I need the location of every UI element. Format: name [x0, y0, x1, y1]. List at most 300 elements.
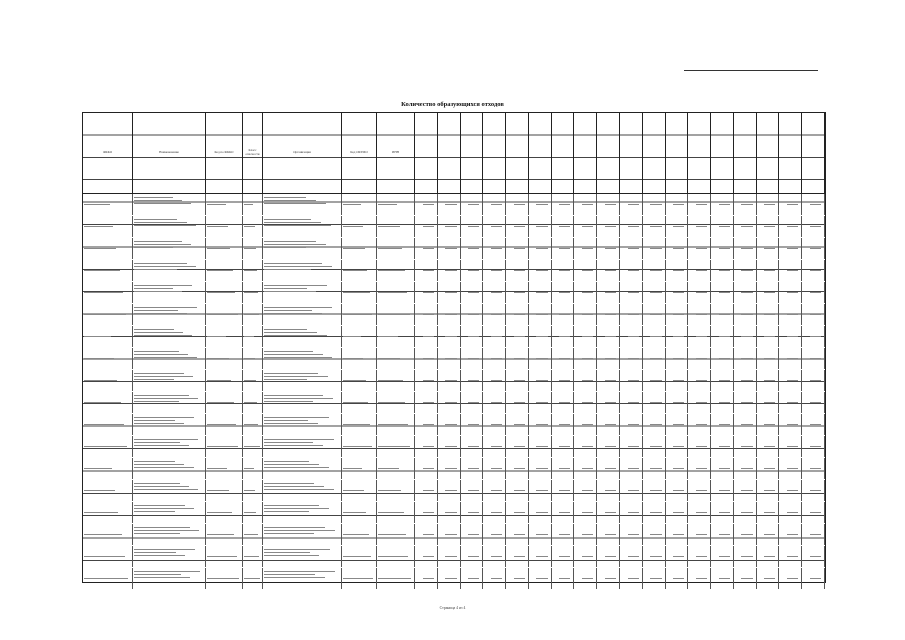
illegible-number — [628, 490, 639, 491]
illegible-number — [536, 380, 547, 381]
table-cell-name — [133, 458, 206, 479]
illegible-number — [764, 358, 775, 359]
table-cell-num — [779, 238, 802, 259]
illegible-number — [696, 446, 707, 447]
illegible-number — [605, 204, 616, 205]
illegible-number — [741, 402, 752, 403]
table-cell-num — [506, 304, 529, 325]
illegible-number — [514, 248, 525, 249]
table-cell-num — [620, 348, 643, 369]
illegible-number — [673, 270, 684, 271]
table-cell-num — [438, 414, 461, 435]
illegible-text — [207, 380, 231, 381]
table-cell-hazard — [243, 524, 263, 545]
table-cell-num — [552, 238, 575, 259]
illegible-number — [491, 578, 502, 579]
illegible-text — [378, 292, 407, 293]
illegible-number — [650, 578, 661, 579]
table-cell-num — [620, 414, 643, 435]
table-cell-num — [483, 348, 506, 369]
illegible-number — [787, 556, 798, 557]
table-cell-num — [688, 238, 711, 259]
table-cell-num — [552, 480, 575, 501]
table-cell-num — [643, 348, 666, 369]
table-cell-num — [734, 546, 757, 567]
illegible-text — [378, 424, 408, 425]
illegible-number — [719, 336, 730, 337]
illegible-number — [468, 270, 479, 271]
illegible-text — [84, 358, 114, 359]
column-header-num-15 — [734, 113, 757, 193]
illegible-number — [445, 490, 456, 491]
illegible-text — [134, 401, 179, 402]
table-cell-num — [461, 194, 484, 215]
illegible-text — [207, 490, 229, 491]
illegible-text — [134, 291, 182, 292]
table-cell-inn — [377, 524, 415, 545]
illegible-number — [559, 292, 570, 293]
table-cell-num — [574, 304, 597, 325]
table-cell-num — [438, 260, 461, 281]
illegible-number — [423, 468, 434, 469]
illegible-text — [264, 527, 325, 528]
illegible-number — [536, 292, 547, 293]
table-cell-hazard — [243, 392, 263, 413]
illegible-number — [673, 292, 684, 293]
table-cell-fkko — [83, 568, 133, 589]
illegible-number — [536, 578, 547, 579]
illegible-number — [673, 226, 684, 227]
table-cell-num — [688, 348, 711, 369]
illegible-number — [605, 336, 616, 337]
illegible-number — [445, 578, 456, 579]
illegible-text — [264, 489, 334, 490]
illegible-number — [628, 336, 639, 337]
illegible-text — [264, 244, 326, 245]
table-cell-num — [711, 568, 734, 589]
table-cell-oktmo — [342, 436, 377, 457]
illegible-number — [628, 446, 639, 447]
illegible-number — [787, 314, 798, 315]
illegible-number — [536, 512, 547, 513]
table-cell-class — [206, 392, 243, 413]
illegible-number — [514, 358, 525, 359]
table-cell-num — [711, 546, 734, 567]
illegible-number — [764, 226, 775, 227]
illegible-number — [764, 512, 775, 513]
illegible-text — [264, 398, 333, 399]
illegible-number — [514, 512, 525, 513]
table-cell-num — [802, 348, 825, 369]
illegible-number — [628, 226, 639, 227]
table-cell-num — [757, 546, 780, 567]
table-cell-fkko — [83, 216, 133, 237]
illegible-number — [582, 424, 593, 425]
table-cell-num — [620, 304, 643, 325]
illegible-number — [514, 490, 525, 491]
table-cell-num — [415, 568, 438, 589]
table-cell-name — [133, 282, 206, 303]
table-cell-num — [643, 502, 666, 523]
table-cell-num — [802, 260, 825, 281]
illegible-text — [264, 483, 314, 484]
table-cell-hazard — [243, 414, 263, 435]
table-cell-num — [506, 238, 529, 259]
table-cell-num — [415, 392, 438, 413]
column-header-num-16 — [757, 113, 780, 193]
table-cell-num — [483, 282, 506, 303]
illegible-number — [582, 270, 593, 271]
table-cell-num — [438, 216, 461, 237]
table-cell-num — [438, 304, 461, 325]
table-cell-num — [552, 458, 575, 479]
column-header-label: Класс опасности — [245, 148, 260, 156]
table-cell-num — [415, 260, 438, 281]
table-cell-num — [620, 392, 643, 413]
table-cell-num — [734, 524, 757, 545]
table-cell-inn — [377, 436, 415, 457]
illegible-number — [559, 270, 570, 271]
table-cell-num — [666, 458, 689, 479]
illegible-text — [244, 446, 260, 447]
table-cell-num — [643, 436, 666, 457]
column-header-hazard — [243, 113, 263, 193]
illegible-number — [810, 512, 821, 513]
illegible-number — [628, 534, 639, 535]
illegible-number — [445, 424, 456, 425]
table-cell-num — [757, 392, 780, 413]
table-cell-org — [263, 260, 342, 281]
illegible-number — [445, 270, 456, 271]
illegible-text — [134, 379, 174, 380]
illegible-number — [764, 424, 775, 425]
illegible-text — [264, 417, 329, 418]
table-cell-name — [133, 370, 206, 391]
table-row — [83, 216, 825, 237]
table-cell-num — [483, 524, 506, 545]
illegible-number — [741, 292, 752, 293]
illegible-number — [628, 578, 639, 579]
column-header-num-18 — [802, 113, 825, 193]
illegible-number — [559, 556, 570, 557]
table-cell-fkko — [83, 392, 133, 413]
table-cell-num — [711, 502, 734, 523]
illegible-number — [741, 490, 752, 491]
table-row — [83, 436, 825, 457]
table-cell-num — [438, 238, 461, 259]
illegible-number — [741, 248, 752, 249]
table-cell-num — [802, 238, 825, 259]
table-cell-hazard — [243, 260, 263, 281]
table-cell-num — [597, 546, 620, 567]
table-row — [83, 348, 825, 369]
illegible-text — [343, 270, 367, 271]
illegible-number — [719, 556, 730, 557]
table-cell-hazard — [243, 238, 263, 259]
illegible-number — [423, 556, 434, 557]
table-cell-name — [133, 326, 206, 347]
table-cell-num — [802, 194, 825, 215]
illegible-number — [582, 534, 593, 535]
table-cell-oktmo — [342, 568, 377, 589]
illegible-number — [491, 336, 502, 337]
table-cell-inn — [377, 326, 415, 347]
table-cell-num — [711, 216, 734, 237]
table-cell-num — [688, 326, 711, 347]
table-cell-num — [666, 238, 689, 259]
illegible-number — [673, 402, 684, 403]
table-cell-num — [506, 524, 529, 545]
illegible-number — [719, 402, 730, 403]
illegible-number — [673, 578, 684, 579]
table-cell-num — [483, 370, 506, 391]
table-cell-num — [529, 436, 552, 457]
table-cell-num — [506, 568, 529, 589]
table-cell-num — [802, 436, 825, 457]
illegible-number — [468, 358, 479, 359]
illegible-text — [264, 508, 329, 509]
table-cell-class — [206, 568, 243, 589]
table-cell-num — [620, 524, 643, 545]
illegible-number — [696, 314, 707, 315]
illegible-number — [582, 226, 593, 227]
table-cell-org — [263, 502, 342, 523]
illegible-text — [134, 420, 175, 421]
illegible-text — [84, 380, 117, 381]
illegible-number — [423, 248, 434, 249]
illegible-number — [696, 512, 707, 513]
table-cell-fkko — [83, 238, 133, 259]
table-cell-num — [779, 502, 802, 523]
table-cell-num — [415, 414, 438, 435]
illegible-number — [445, 336, 456, 337]
illegible-number — [673, 512, 684, 513]
illegible-text — [264, 335, 327, 336]
table-cell-oktmo — [342, 370, 377, 391]
table-cell-num — [711, 282, 734, 303]
illegible-text — [264, 439, 334, 440]
table-cell-class — [206, 370, 243, 391]
illegible-number — [787, 358, 798, 359]
table-cell-num — [415, 502, 438, 523]
table-cell-num — [597, 436, 620, 457]
illegible-text — [134, 398, 198, 399]
table-cell-fkko — [83, 260, 133, 281]
table-row — [83, 238, 825, 259]
table-cell-num — [620, 238, 643, 259]
illegible-number — [491, 226, 502, 227]
illegible-text — [378, 490, 401, 491]
table-row — [83, 194, 825, 215]
illegible-number — [423, 226, 434, 227]
illegible-number — [787, 468, 798, 469]
page-number: Страница 4 из 4 — [439, 606, 466, 610]
illegible-number — [582, 556, 593, 557]
table-cell-num — [483, 326, 506, 347]
table-cell-num — [802, 304, 825, 325]
illegible-text — [134, 445, 189, 446]
illegible-text — [84, 446, 127, 447]
table-cell-num — [597, 392, 620, 413]
illegible-number — [628, 556, 639, 557]
illegible-number — [514, 380, 525, 381]
illegible-number — [719, 468, 730, 469]
table-cell-num — [461, 392, 484, 413]
table-cell-class — [206, 326, 243, 347]
illegible-text — [134, 219, 177, 220]
table-cell-num — [711, 370, 734, 391]
column-header-label: ИНН — [392, 150, 399, 155]
illegible-number — [559, 534, 570, 535]
illegible-text — [134, 508, 194, 509]
illegible-number — [650, 380, 661, 381]
table-cell-num — [597, 238, 620, 259]
illegible-text — [84, 578, 128, 579]
table-cell-num — [620, 194, 643, 215]
illegible-number — [514, 314, 525, 315]
illegible-number — [741, 468, 752, 469]
illegible-text — [264, 288, 307, 289]
table-cell-num — [574, 326, 597, 347]
illegible-number — [605, 490, 616, 491]
illegible-number — [605, 556, 616, 557]
illegible-text — [264, 464, 319, 465]
illegible-number — [514, 402, 525, 403]
table-cell-inn — [377, 348, 415, 369]
table-cell-num — [757, 348, 780, 369]
table-row — [83, 480, 825, 501]
table-cell-oktmo — [342, 458, 377, 479]
table-cell-num — [438, 326, 461, 347]
illegible-number — [491, 534, 502, 535]
illegible-number — [605, 424, 616, 425]
table-cell-num — [779, 414, 802, 435]
illegible-text — [134, 285, 192, 286]
illegible-number — [764, 336, 775, 337]
column-header-fkko — [83, 113, 133, 193]
table-cell-fkko — [83, 502, 133, 523]
illegible-text — [134, 439, 198, 440]
table-cell-num — [552, 194, 575, 215]
illegible-number — [810, 490, 821, 491]
table-cell-num — [483, 392, 506, 413]
illegible-text — [84, 336, 111, 337]
table-cell-num — [597, 568, 620, 589]
table-row — [83, 370, 825, 391]
illegible-text — [84, 490, 115, 491]
illegible-text — [84, 292, 123, 293]
table-cell-num — [529, 304, 552, 325]
column-header-num-9 — [597, 113, 620, 193]
illegible-number — [673, 556, 684, 557]
table-cell-num — [574, 194, 597, 215]
table-cell-hazard — [243, 546, 263, 567]
table-cell-num — [574, 216, 597, 237]
illegible-number — [673, 336, 684, 337]
illegible-text — [134, 527, 190, 528]
table-cell-inn — [377, 282, 415, 303]
table-cell-num — [574, 282, 597, 303]
illegible-text — [134, 329, 174, 330]
table-cell-hazard — [243, 216, 263, 237]
illegible-number — [719, 270, 730, 271]
table-cell-num — [643, 524, 666, 545]
illegible-number — [628, 358, 639, 359]
table-cell-num — [574, 260, 597, 281]
illegible-number — [536, 402, 547, 403]
table-cell-num — [711, 458, 734, 479]
illegible-text — [84, 534, 122, 535]
illegible-number — [491, 424, 502, 425]
column-header-org — [263, 113, 342, 193]
illegible-text — [378, 446, 410, 447]
illegible-number — [514, 292, 525, 293]
illegible-text — [264, 511, 309, 512]
illegible-text — [264, 310, 312, 311]
illegible-number — [787, 534, 798, 535]
illegible-number — [445, 402, 456, 403]
illegible-number — [650, 292, 661, 293]
table-cell-org — [263, 348, 342, 369]
illegible-number — [582, 292, 593, 293]
table-cell-num — [643, 326, 666, 347]
table-cell-num — [757, 524, 780, 545]
table-cell-num — [597, 348, 620, 369]
table-cell-num — [529, 568, 552, 589]
table-cell-class — [206, 546, 243, 567]
illegible-text — [343, 358, 363, 359]
illegible-text — [244, 270, 257, 271]
table-cell-org — [263, 370, 342, 391]
table-cell-num — [529, 458, 552, 479]
illegible-number — [650, 314, 661, 315]
table-cell-num — [666, 370, 689, 391]
illegible-text — [244, 226, 255, 227]
illegible-number — [787, 270, 798, 271]
table-cell-num — [643, 194, 666, 215]
illegible-number — [696, 292, 707, 293]
illegible-number — [605, 248, 616, 249]
table-cell-num — [529, 326, 552, 347]
illegible-number — [673, 468, 684, 469]
illegible-number — [423, 336, 434, 337]
table-cell-num — [688, 194, 711, 215]
table-cell-num — [734, 502, 757, 523]
table-cell-num — [574, 436, 597, 457]
illegible-number — [696, 578, 707, 579]
table-cell-hazard — [243, 502, 263, 523]
illegible-text — [264, 222, 321, 223]
table-cell-num — [711, 348, 734, 369]
illegible-number — [810, 578, 821, 579]
illegible-text — [343, 534, 369, 535]
appendix-block — [676, 66, 826, 71]
illegible-text — [378, 270, 405, 271]
illegible-text — [264, 505, 319, 506]
table-cell-num — [483, 546, 506, 567]
table-cell-fkko — [83, 348, 133, 369]
illegible-text — [134, 269, 177, 270]
table-cell-num — [415, 304, 438, 325]
illegible-number — [719, 314, 730, 315]
illegible-number — [650, 556, 661, 557]
table-cell-num — [666, 194, 689, 215]
table-cell-fkko — [83, 546, 133, 567]
illegible-number — [810, 270, 821, 271]
illegible-text — [134, 483, 180, 484]
table-cell-num — [711, 524, 734, 545]
table-cell-num — [757, 260, 780, 281]
